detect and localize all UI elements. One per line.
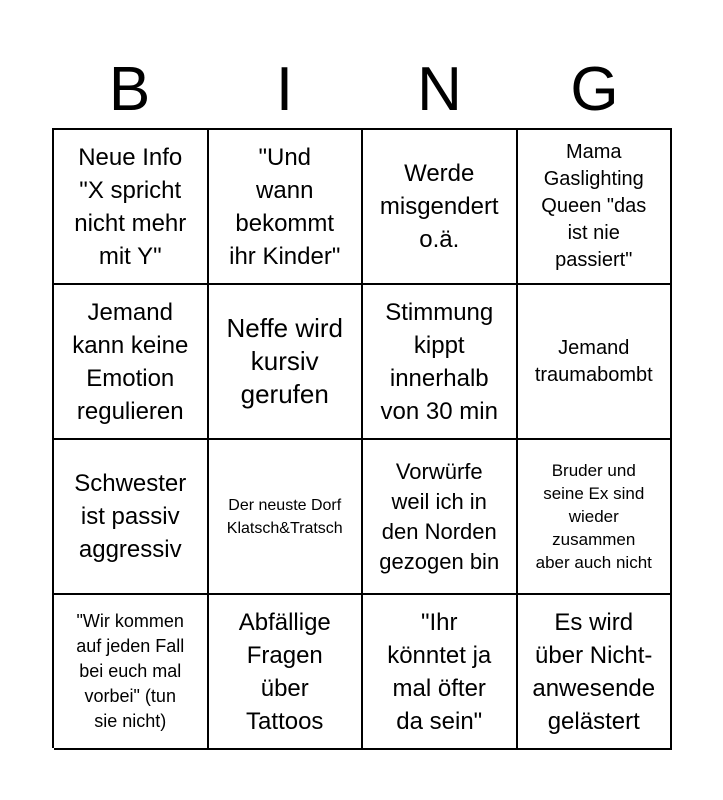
bingo-cell-r4c2[interactable] xyxy=(209,595,364,750)
header-letter-n: N xyxy=(417,55,462,124)
bingo-cell-r3c2[interactable] xyxy=(209,440,364,595)
bingo-cell-r3c3[interactable] xyxy=(363,440,518,595)
header-letter-i: I xyxy=(275,55,294,124)
cell-text: Abfällige Fragen über Tattoos xyxy=(238,608,331,735)
cell-text: "Ihr könntet ja mal öfter da sein" xyxy=(387,608,492,735)
cell-text: Mama Gaslighting Queen "das ist nie passiert" xyxy=(541,141,647,271)
cell-text: Neue Info "X spricht nicht mehr mit Y" xyxy=(74,143,187,270)
bingo-cell-r4c4[interactable] xyxy=(518,595,673,750)
cell-text: Werde misgendert o.ä. xyxy=(379,160,499,253)
bingo-cell-r1c1[interactable] xyxy=(54,130,209,285)
bingo-cell-r1c2[interactable] xyxy=(209,130,364,285)
bingo-cell-r4c3[interactable] xyxy=(363,595,518,750)
cell-text: Schwester ist passiv aggressiv xyxy=(74,470,187,563)
bingo-cell-r3c4[interactable] xyxy=(518,440,673,595)
cell-text: Neffe wird kursiv gerufen xyxy=(226,313,344,409)
bingo-cell-r2c3[interactable] xyxy=(363,285,518,440)
header-letter-g: G xyxy=(570,55,619,124)
cell-text: Vorwürfe weil ich in den Norden gezogen bin xyxy=(379,458,500,574)
bingo-cell-r3c1[interactable] xyxy=(54,440,209,595)
cell-text: Es wird über Nicht- anwesende gelästert xyxy=(532,608,656,735)
cell-text: Jemand traumabombt xyxy=(534,336,653,386)
bingo-cell-r4c1[interactable] xyxy=(54,595,209,750)
cell-text: Jemand kann keine Emotion regulieren xyxy=(72,298,189,425)
cell-text: "Und wann bekommt ihr Kinder" xyxy=(229,143,341,270)
bingo-cell-r1c3[interactable] xyxy=(363,130,518,285)
header-letter-b: B xyxy=(108,55,151,124)
cell-text: Der neuste Dorf Klatsch&Tratsch xyxy=(226,496,343,537)
bingo-cell-r2c2[interactable] xyxy=(209,285,364,440)
cell-text: Stimmung kippt innerhalb von 30 min xyxy=(380,298,498,425)
bingo-header xyxy=(52,52,672,128)
bingo-cell-r1c4[interactable] xyxy=(518,130,673,285)
bingo-grid xyxy=(52,128,672,748)
cell-text: "Wir kommen auf jeden Fall bei euch mal vorbei" (tun sie nicht) xyxy=(76,611,185,731)
bingo-cell-r2c1[interactable] xyxy=(54,285,209,440)
bingo-cell-r2c4[interactable] xyxy=(518,285,673,440)
cell-text: Bruder und seine Ex sind wieder zusammen aber auch nicht xyxy=(535,461,652,572)
